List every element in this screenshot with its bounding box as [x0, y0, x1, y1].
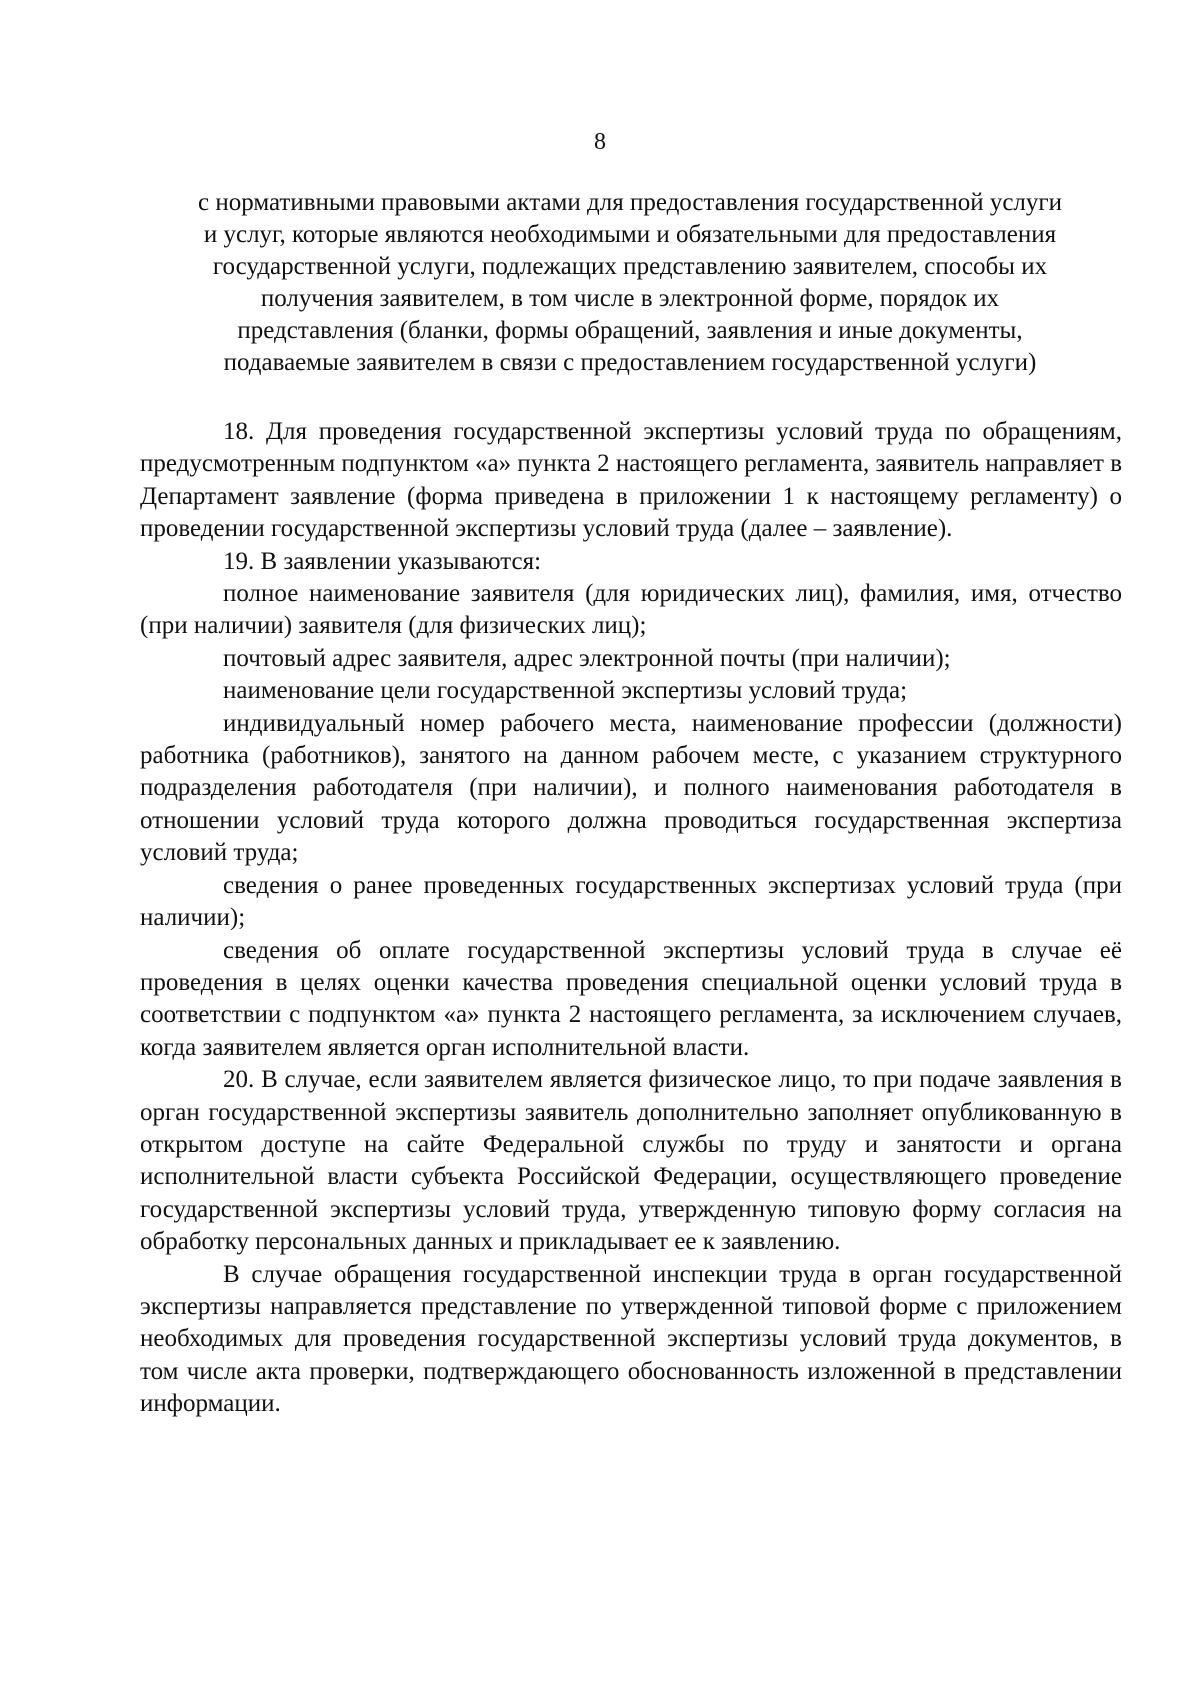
- paragraph-19: 19. В заявлении указываются:: [223, 547, 542, 575]
- list-item-postal-address: почтовый адрес заявителя, адрес электронной почты (при наличии);: [223, 644, 951, 672]
- page-number: 8: [594, 129, 606, 155]
- paragraph-20: 20. В случае, если заявителем является физическое лицо, то при подаче заявления в орган государственной экспертизы заявитель дополнительно заполняет опубликованную в открытом доступе на сайте Федеральной службы по труду и занятости и органа исполнительной власти субъекта Российской Федерации, осуществляющего проведение государственной экспертизы условий труда, утвержденную типовую форму согласия на обработку персональных данных и прикладывает ее к заявлению.: [140, 1066, 1122, 1256]
- list-item-previous-expertise: сведения о ранее проведенных государственных экспертизах условий труда (при наличии);: [140, 871, 1122, 932]
- heading-line: представления (бланки, формы обращений, заявления и иные документы,: [237, 317, 1023, 344]
- paragraph-labor-inspection: В случае обращения государственной инспекции труда в орган государственной экспертизы направляется представление по утвержденной типовой форме с приложением необходимых для проведения государственной экспертизы условий труда документов, в том числе акта проверки, подтверждающего обоснованность изложенной в представлении информации.: [140, 1260, 1122, 1418]
- list-item-expertise-goal: наименование цели государственной экспертизы условий труда;: [223, 677, 908, 705]
- document-body: [140, 416, 1122, 1421]
- heading-line: и услуг, которые являются необходимыми и обязательными для предоставления: [203, 221, 1057, 248]
- list-item-applicant-name: полное наименование заявителя (для юридических лиц), фамилия, имя, отчество (при наличии) заявителя (для физических лиц);: [140, 580, 1122, 640]
- heading-line: получения заявителем, в том числе в электронной форме, порядок их: [260, 285, 1000, 312]
- heading-line: государственной услуги, подлежащих представлению заявителем, способы их: [212, 253, 1048, 280]
- list-item-payment-info: сведения об оплате государственной экспертизы условий труда в случае её проведения в целях оценки качества проведения специальной оценки условий труда в соответствии с подпунктом «а» пункта 2 настоящего регламента, за исключением случаев, когда заявителем является орган исполнительной власти.: [140, 936, 1122, 1061]
- paragraph-18: 18. Для проведения государственной экспертизы условий труда по обращениям, предусмотренным подпунктом «а» пункта 2 настоящего регламента, заявитель направляет в Департамент заявление (форма приведена в приложении 1 к настоящему регламенту) о проведении государственной экспертизы условий труда (далее – заявление).: [140, 418, 1122, 543]
- section-heading: [150, 187, 1110, 379]
- heading-line: с нормативными правовыми актами для предоставления государственной услуги: [197, 189, 1063, 216]
- heading-line: подаваемые заявителем в связи с предоставлением государственной услуги): [223, 349, 1037, 376]
- list-item-workplace-number: индивидуальный номер рабочего места, наименование профессии (должности) работника (работников), занятого на данном рабочем месте, с указанием структурного подразделения работодателя (при наличии), и полного наименования работодателя в отношении условий труда которого должна проводиться государственная экспертиза условий труда;: [140, 709, 1122, 867]
